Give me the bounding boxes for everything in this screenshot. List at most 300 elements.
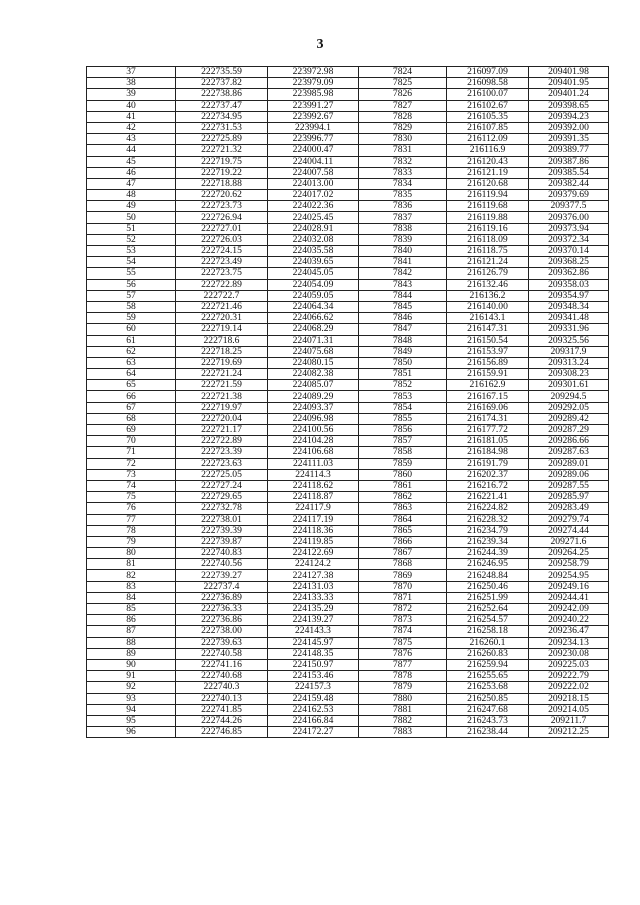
x-coordinate-cell-2: 216250.46 — [447, 581, 529, 592]
x-coordinate-cell-2: 216253.68 — [447, 682, 529, 693]
point-number-cell: 38 — [87, 78, 176, 89]
y-coordinate-cell-2: 209236.47 — [529, 626, 609, 637]
y-coordinate-cell: 224118.36 — [268, 525, 359, 536]
y-coordinate-cell: 224157.3 — [268, 682, 359, 693]
y-coordinate-cell: 224075.68 — [268, 346, 359, 357]
point-number-cell: 55 — [87, 268, 176, 279]
y-coordinate-cell-2: 209391.35 — [529, 134, 609, 145]
point-number-cell: 96 — [87, 727, 176, 738]
y-coordinate-cell: 224118.87 — [268, 492, 359, 503]
y-coordinate-cell: 224122.69 — [268, 548, 359, 559]
x-coordinate-cell-2: 216234.79 — [447, 525, 529, 536]
point-number-cell: 53 — [87, 246, 176, 257]
x-coordinate-cell-2: 216246.95 — [447, 559, 529, 570]
y-coordinate-cell: 224131.03 — [268, 581, 359, 592]
x-coordinate-cell: 222732.78 — [176, 503, 268, 514]
table-row — [87, 391, 609, 402]
point-number-cell-2: 7841 — [359, 257, 447, 268]
point-number-cell-2: 7844 — [359, 290, 447, 301]
point-number-cell: 83 — [87, 581, 176, 592]
y-coordinate-cell: 224035.58 — [268, 246, 359, 257]
y-coordinate-cell: 223972.98 — [268, 67, 359, 78]
y-coordinate-cell: 223994.1 — [268, 122, 359, 133]
y-coordinate-cell-2: 209289.42 — [529, 413, 609, 424]
point-number-cell-2: 7856 — [359, 425, 447, 436]
x-coordinate-cell-2: 216153.97 — [447, 346, 529, 357]
table-row — [87, 492, 609, 503]
x-coordinate-cell-2: 216140.00 — [447, 301, 529, 312]
x-coordinate-cell: 222722.89 — [176, 436, 268, 447]
point-number-cell-2: 7831 — [359, 145, 447, 156]
table-row — [87, 436, 609, 447]
table-row — [87, 503, 609, 514]
x-coordinate-cell: 222720.04 — [176, 413, 268, 424]
x-coordinate-cell-2: 216243.73 — [447, 715, 529, 726]
x-coordinate-cell-2: 216118.75 — [447, 246, 529, 257]
point-number-cell: 52 — [87, 234, 176, 245]
point-number-cell: 46 — [87, 167, 176, 178]
x-coordinate-cell: 222725.05 — [176, 469, 268, 480]
point-number-cell-2: 7877 — [359, 659, 447, 670]
point-number-cell: 43 — [87, 134, 176, 145]
table-row — [87, 67, 609, 78]
point-number-cell: 51 — [87, 223, 176, 234]
y-coordinate-cell-2: 209325.56 — [529, 335, 609, 346]
table-row — [87, 301, 609, 312]
y-coordinate-cell-2: 209211.7 — [529, 715, 609, 726]
x-coordinate-cell: 222723.73 — [176, 201, 268, 212]
y-coordinate-cell-2: 209401.98 — [529, 67, 609, 78]
x-coordinate-cell-2: 216112.09 — [447, 134, 529, 145]
y-coordinate-cell: 224028.91 — [268, 223, 359, 234]
x-coordinate-cell-2: 216159.91 — [447, 369, 529, 380]
x-coordinate-cell: 222738.01 — [176, 514, 268, 525]
y-coordinate-cell-2: 209254.95 — [529, 570, 609, 581]
point-number-cell: 67 — [87, 402, 176, 413]
point-number-cell: 58 — [87, 301, 176, 312]
x-coordinate-cell-2: 216119.94 — [447, 190, 529, 201]
x-coordinate-cell: 222727.01 — [176, 223, 268, 234]
point-number-cell-2: 7838 — [359, 223, 447, 234]
point-number-cell: 86 — [87, 615, 176, 626]
y-coordinate-cell-2: 209389.77 — [529, 145, 609, 156]
point-number-cell: 72 — [87, 458, 176, 469]
x-coordinate-cell: 222729.65 — [176, 492, 268, 503]
point-number-cell-2: 7855 — [359, 413, 447, 424]
point-number-cell: 88 — [87, 637, 176, 648]
y-coordinate-cell: 224100.56 — [268, 425, 359, 436]
x-coordinate-cell-2: 216120.43 — [447, 156, 529, 167]
y-coordinate-cell-2: 209331.96 — [529, 324, 609, 335]
y-coordinate-cell: 224133.33 — [268, 592, 359, 603]
table-row — [87, 223, 609, 234]
table-row — [87, 570, 609, 581]
table-row — [87, 178, 609, 189]
y-coordinate-cell: 224025.45 — [268, 212, 359, 223]
y-coordinate-cell: 224085.07 — [268, 380, 359, 391]
point-number-cell: 75 — [87, 492, 176, 503]
table-row — [87, 234, 609, 245]
x-coordinate-cell: 222721.17 — [176, 425, 268, 436]
point-number-cell: 40 — [87, 100, 176, 111]
point-number-cell-2: 7882 — [359, 715, 447, 726]
x-coordinate-cell: 222739.87 — [176, 536, 268, 547]
x-coordinate-cell-2: 216250.85 — [447, 693, 529, 704]
point-number-cell: 59 — [87, 313, 176, 324]
y-coordinate-cell: 224143.3 — [268, 626, 359, 637]
point-number-cell: 63 — [87, 357, 176, 368]
x-coordinate-cell: 222725.89 — [176, 134, 268, 145]
x-coordinate-cell-2: 216119.16 — [447, 223, 529, 234]
y-coordinate-cell: 224064.34 — [268, 301, 359, 312]
table-row — [87, 659, 609, 670]
point-number-cell: 37 — [87, 67, 176, 78]
point-number-cell-2: 7846 — [359, 313, 447, 324]
y-coordinate-cell: 224150.97 — [268, 659, 359, 670]
y-coordinate-cell: 224172.27 — [268, 727, 359, 738]
point-number-cell: 91 — [87, 671, 176, 682]
point-number-cell-2: 7861 — [359, 480, 447, 491]
table-row — [87, 190, 609, 201]
table-row — [87, 357, 609, 368]
x-coordinate-cell: 222726.94 — [176, 212, 268, 223]
x-coordinate-cell-2: 216136.2 — [447, 290, 529, 301]
table-row — [87, 212, 609, 223]
x-coordinate-cell-2: 216259.94 — [447, 659, 529, 670]
y-coordinate-cell-2: 209242.09 — [529, 604, 609, 615]
x-coordinate-cell-2: 216191.79 — [447, 458, 529, 469]
x-coordinate-cell-2: 216255.65 — [447, 671, 529, 682]
y-coordinate-cell-2: 209368.25 — [529, 257, 609, 268]
table-row — [87, 637, 609, 648]
point-number-cell: 41 — [87, 111, 176, 122]
y-coordinate-cell-2: 209376.00 — [529, 212, 609, 223]
x-coordinate-cell-2: 216150.54 — [447, 335, 529, 346]
point-number-cell-2: 7857 — [359, 436, 447, 447]
table-row — [87, 458, 609, 469]
y-coordinate-cell: 224066.62 — [268, 313, 359, 324]
x-coordinate-cell-2: 216177.72 — [447, 425, 529, 436]
point-number-cell: 44 — [87, 145, 176, 156]
x-coordinate-cell-2: 216107.85 — [447, 122, 529, 133]
y-coordinate-cell: 224039.65 — [268, 257, 359, 268]
point-number-cell: 64 — [87, 369, 176, 380]
x-coordinate-cell-2: 216202.37 — [447, 469, 529, 480]
x-coordinate-cell-2: 216174.31 — [447, 413, 529, 424]
point-number-cell-2: 7878 — [359, 671, 447, 682]
y-coordinate-cell-2: 209379.69 — [529, 190, 609, 201]
point-number-cell-2: 7865 — [359, 525, 447, 536]
x-coordinate-cell: 222718.25 — [176, 346, 268, 357]
x-coordinate-cell: 222723.39 — [176, 447, 268, 458]
y-coordinate-cell-2: 209292.05 — [529, 402, 609, 413]
y-coordinate-cell-2: 209294.5 — [529, 391, 609, 402]
y-coordinate-cell: 224080.15 — [268, 357, 359, 368]
point-number-cell: 90 — [87, 659, 176, 670]
point-number-cell: 92 — [87, 682, 176, 693]
y-coordinate-cell-2: 209222.02 — [529, 682, 609, 693]
point-number-cell: 47 — [87, 178, 176, 189]
x-coordinate-cell: 222719.97 — [176, 402, 268, 413]
point-number-cell-2: 7862 — [359, 492, 447, 503]
point-number-cell-2: 7859 — [359, 458, 447, 469]
point-number-cell: 48 — [87, 190, 176, 201]
y-coordinate-cell: 224153.46 — [268, 671, 359, 682]
y-coordinate-cell-2: 209358.03 — [529, 279, 609, 290]
y-coordinate-cell-2: 209313.24 — [529, 357, 609, 368]
y-coordinate-cell-2: 209287.55 — [529, 480, 609, 491]
point-number-cell: 68 — [87, 413, 176, 424]
y-coordinate-cell-2: 209287.63 — [529, 447, 609, 458]
y-coordinate-cell: 224013.00 — [268, 178, 359, 189]
table-row — [87, 324, 609, 335]
point-number-cell-2: 7868 — [359, 559, 447, 570]
x-coordinate-cell: 222721.46 — [176, 301, 268, 312]
point-number-cell-2: 7858 — [359, 447, 447, 458]
point-number-cell-2: 7829 — [359, 122, 447, 133]
point-number-cell-2: 7842 — [359, 268, 447, 279]
x-coordinate-cell: 222726.03 — [176, 234, 268, 245]
table-row — [87, 167, 609, 178]
y-coordinate-cell: 223985.98 — [268, 89, 359, 100]
y-coordinate-cell-2: 209377.5 — [529, 201, 609, 212]
x-coordinate-cell-2: 216244.39 — [447, 548, 529, 559]
y-coordinate-cell-2: 209222.79 — [529, 671, 609, 682]
point-number-cell: 95 — [87, 715, 176, 726]
table-row — [87, 626, 609, 637]
y-coordinate-cell: 224114.3 — [268, 469, 359, 480]
x-coordinate-cell-2: 216097.09 — [447, 67, 529, 78]
x-coordinate-cell-2: 216247.68 — [447, 704, 529, 715]
y-coordinate-cell-2: 209249.16 — [529, 581, 609, 592]
table-row — [87, 122, 609, 133]
point-number-cell-2: 7880 — [359, 693, 447, 704]
y-coordinate-cell: 224139.27 — [268, 615, 359, 626]
table-row — [87, 100, 609, 111]
point-number-cell: 69 — [87, 425, 176, 436]
point-number-cell-2: 7873 — [359, 615, 447, 626]
x-coordinate-cell: 222727.24 — [176, 480, 268, 491]
x-coordinate-cell-2: 216239.34 — [447, 536, 529, 547]
point-number-cell-2: 7852 — [359, 380, 447, 391]
table-row — [87, 604, 609, 615]
page-number: 3 — [316, 37, 324, 52]
y-coordinate-cell-2: 209382.44 — [529, 178, 609, 189]
x-coordinate-cell: 222740.56 — [176, 559, 268, 570]
y-coordinate-cell-2: 209240.22 — [529, 615, 609, 626]
y-coordinate-cell-2: 209244.41 — [529, 592, 609, 603]
y-coordinate-cell-2: 209274.44 — [529, 525, 609, 536]
x-coordinate-cell-2: 216228.32 — [447, 514, 529, 525]
x-coordinate-cell: 222737.47 — [176, 100, 268, 111]
coordinates-table-body — [87, 67, 609, 738]
point-number-cell: 79 — [87, 536, 176, 547]
point-number-cell: 80 — [87, 548, 176, 559]
y-coordinate-cell-2: 209348.34 — [529, 301, 609, 312]
x-coordinate-cell-2: 216260.1 — [447, 637, 529, 648]
y-coordinate-cell: 224166.84 — [268, 715, 359, 726]
point-number-cell: 61 — [87, 335, 176, 346]
point-number-cell-2: 7840 — [359, 246, 447, 257]
x-coordinate-cell-2: 216105.35 — [447, 111, 529, 122]
y-coordinate-cell: 224124.2 — [268, 559, 359, 570]
x-coordinate-cell-2: 216120.68 — [447, 178, 529, 189]
x-coordinate-cell: 222721.38 — [176, 391, 268, 402]
x-coordinate-cell: 222736.33 — [176, 604, 268, 615]
y-coordinate-cell-2: 209401.95 — [529, 78, 609, 89]
y-coordinate-cell: 224054.09 — [268, 279, 359, 290]
point-number-cell: 66 — [87, 391, 176, 402]
y-coordinate-cell-2: 209373.94 — [529, 223, 609, 234]
table-row — [87, 648, 609, 659]
y-coordinate-cell: 223979.09 — [268, 78, 359, 89]
table-row — [87, 346, 609, 357]
table-row — [87, 290, 609, 301]
x-coordinate-cell: 222741.16 — [176, 659, 268, 670]
x-coordinate-cell-2: 216098.58 — [447, 78, 529, 89]
x-coordinate-cell-2: 216100.07 — [447, 89, 529, 100]
y-coordinate-cell-2: 209234.13 — [529, 637, 609, 648]
table-row — [87, 145, 609, 156]
point-number-cell: 56 — [87, 279, 176, 290]
y-coordinate-cell-2: 209289.06 — [529, 469, 609, 480]
point-number-cell-2: 7860 — [359, 469, 447, 480]
coordinates-table — [86, 66, 609, 738]
x-coordinate-cell: 222737.4 — [176, 581, 268, 592]
point-number-cell-2: 7843 — [359, 279, 447, 290]
y-coordinate-cell: 223996.77 — [268, 134, 359, 145]
x-coordinate-cell: 222719.69 — [176, 357, 268, 368]
y-coordinate-cell: 224068.29 — [268, 324, 359, 335]
point-number-cell: 73 — [87, 469, 176, 480]
x-coordinate-cell-2: 216121.24 — [447, 257, 529, 268]
x-coordinate-cell: 222719.14 — [176, 324, 268, 335]
x-coordinate-cell-2: 216169.06 — [447, 402, 529, 413]
point-number-cell-2: 7871 — [359, 592, 447, 603]
point-number-cell-2: 7850 — [359, 357, 447, 368]
x-coordinate-cell: 222744.26 — [176, 715, 268, 726]
point-number-cell-2: 7854 — [359, 402, 447, 413]
point-number-cell-2: 7881 — [359, 704, 447, 715]
y-coordinate-cell: 224127.38 — [268, 570, 359, 581]
point-number-cell-2: 7833 — [359, 167, 447, 178]
point-number-cell-2: 7870 — [359, 581, 447, 592]
table-row — [87, 201, 609, 212]
table-row — [87, 402, 609, 413]
point-number-cell: 71 — [87, 447, 176, 458]
point-number-cell: 81 — [87, 559, 176, 570]
x-coordinate-cell-2: 216147.31 — [447, 324, 529, 335]
y-coordinate-cell: 224093.37 — [268, 402, 359, 413]
table-row — [87, 425, 609, 436]
y-coordinate-cell-2: 209271.6 — [529, 536, 609, 547]
y-coordinate-cell-2: 209258.79 — [529, 559, 609, 570]
y-coordinate-cell: 224045.05 — [268, 268, 359, 279]
table-row — [87, 536, 609, 547]
point-number-cell: 85 — [87, 604, 176, 615]
table-row — [87, 693, 609, 704]
x-coordinate-cell-2: 216260.83 — [447, 648, 529, 659]
x-coordinate-cell-2: 216221.41 — [447, 492, 529, 503]
y-coordinate-cell: 224082.38 — [268, 369, 359, 380]
point-number-cell: 94 — [87, 704, 176, 715]
point-number-cell: 62 — [87, 346, 176, 357]
point-number-cell: 93 — [87, 693, 176, 704]
x-coordinate-cell-2: 216258.18 — [447, 626, 529, 637]
point-number-cell-2: 7847 — [359, 324, 447, 335]
x-coordinate-cell-2: 216119.88 — [447, 212, 529, 223]
point-number-cell-2: 7866 — [359, 536, 447, 547]
y-coordinate-cell-2: 209286.66 — [529, 436, 609, 447]
point-number-cell-2: 7876 — [359, 648, 447, 659]
point-number-cell-2: 7826 — [359, 89, 447, 100]
y-coordinate-cell-2: 209283.49 — [529, 503, 609, 514]
x-coordinate-cell-2: 216181.05 — [447, 436, 529, 447]
y-coordinate-cell-2: 209289.01 — [529, 458, 609, 469]
y-coordinate-cell-2: 209341.48 — [529, 313, 609, 324]
table-row — [87, 246, 609, 257]
x-coordinate-cell-2: 216162.9 — [447, 380, 529, 391]
table-row — [87, 592, 609, 603]
point-number-cell: 77 — [87, 514, 176, 525]
y-coordinate-cell-2: 209214.05 — [529, 704, 609, 715]
y-coordinate-cell: 224007.58 — [268, 167, 359, 178]
y-coordinate-cell: 223991.27 — [268, 100, 359, 111]
table-row — [87, 89, 609, 100]
y-coordinate-cell-2: 209285.97 — [529, 492, 609, 503]
point-number-cell-2: 7827 — [359, 100, 447, 111]
point-number-cell: 78 — [87, 525, 176, 536]
table-row — [87, 156, 609, 167]
point-number-cell-2: 7848 — [359, 335, 447, 346]
x-coordinate-cell: 222736.89 — [176, 592, 268, 603]
x-coordinate-cell: 222735.59 — [176, 67, 268, 78]
x-coordinate-cell-2: 216132.46 — [447, 279, 529, 290]
x-coordinate-cell: 222718.6 — [176, 335, 268, 346]
point-number-cell: 39 — [87, 89, 176, 100]
x-coordinate-cell: 222739.63 — [176, 637, 268, 648]
table-row — [87, 559, 609, 570]
table-row — [87, 581, 609, 592]
y-coordinate-cell-2: 209372.34 — [529, 234, 609, 245]
table-row — [87, 134, 609, 145]
table-row — [87, 111, 609, 122]
point-number-cell-2: 7836 — [359, 201, 447, 212]
x-coordinate-cell: 222722.7 — [176, 290, 268, 301]
x-coordinate-cell: 222741.85 — [176, 704, 268, 715]
point-number-cell-2: 7828 — [359, 111, 447, 122]
x-coordinate-cell-2: 216224.82 — [447, 503, 529, 514]
x-coordinate-cell-2: 216156.89 — [447, 357, 529, 368]
y-coordinate-cell: 224106.68 — [268, 447, 359, 458]
x-coordinate-cell: 222736.86 — [176, 615, 268, 626]
y-coordinate-cell: 224148.35 — [268, 648, 359, 659]
y-coordinate-cell: 224145.97 — [268, 637, 359, 648]
y-coordinate-cell: 224071.31 — [268, 335, 359, 346]
point-number-cell-2: 7875 — [359, 637, 447, 648]
table-row — [87, 78, 609, 89]
table-row — [87, 335, 609, 346]
point-number-cell-2: 7863 — [359, 503, 447, 514]
x-coordinate-cell: 222718.88 — [176, 178, 268, 189]
point-number-cell-2: 7824 — [359, 67, 447, 78]
y-coordinate-cell: 224059.05 — [268, 290, 359, 301]
y-coordinate-cell-2: 209230.08 — [529, 648, 609, 659]
table-row — [87, 704, 609, 715]
y-coordinate-cell-2: 209394.23 — [529, 111, 609, 122]
y-coordinate-cell-2: 209308.23 — [529, 369, 609, 380]
y-coordinate-cell-2: 209385.54 — [529, 167, 609, 178]
